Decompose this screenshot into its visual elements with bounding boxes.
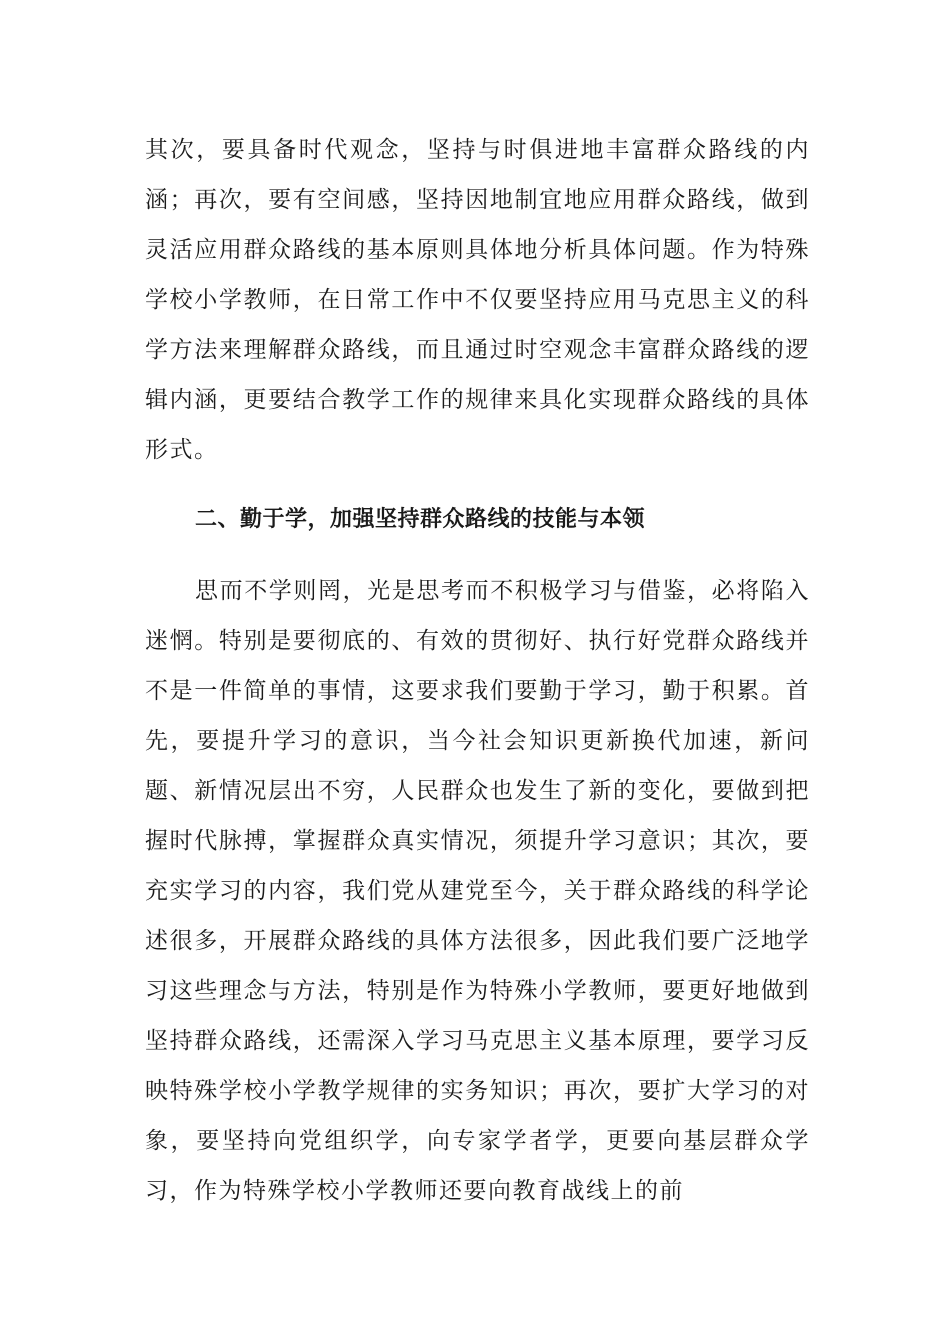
body-paragraph: 思而不学则罔，光是思考而不积极学习与借鉴，必将陷入迷惘。特别是要彻底的、有效的贯彻好、执行好党群众路线并不是一件简单的事情，这要求我们要勤于学习，勤于积累。首先，要提升学习的意识，当今社会知识更新换代加速，新问题、新情况层出不穷，人民群众也发生了新的变化，要做到把握时代脉搏，掌握群众真实情况，须提升学习意识；其次，要充实学习的内容，我们党从建党至今，关于群众路线的科学论述很多，开展群众路线的具体方法很多，因此我们要广泛地学习这些理念与方法，特别是作为特殊小学教师，要更好地做到坚持群众路线，还需深入学习马克思主义基本原理，要学习反映特殊学校小学教学规律的实务知识；再次，要扩大学习的对象，要坚持向党组织学，向专家学者学，更要向基层群众学习，作为特殊学校小学教师还要向教育战线上的前 bbox=[145, 578, 810, 1204]
section-heading: 二、勤于学，加强坚持群众路线的技能与本领 bbox=[195, 507, 646, 532]
continued-paragraph: 其次，要具备时代观念，坚持与时俱进地丰富群众路线的内涵；再次，要有空间感，坚持因地制宜地应用群众路线，做到灵活应用群众路线的基本原则具体地分析具体问题。作为特殊学校小学教师，在日常工作中不仅要坚持应用马克思主义的科学方法来理解群众路线，而且通过时空观念丰富群众路线的逻辑内涵，更要结合教学工作的规律来具化实现群众路线的具体形式。 bbox=[145, 137, 810, 463]
